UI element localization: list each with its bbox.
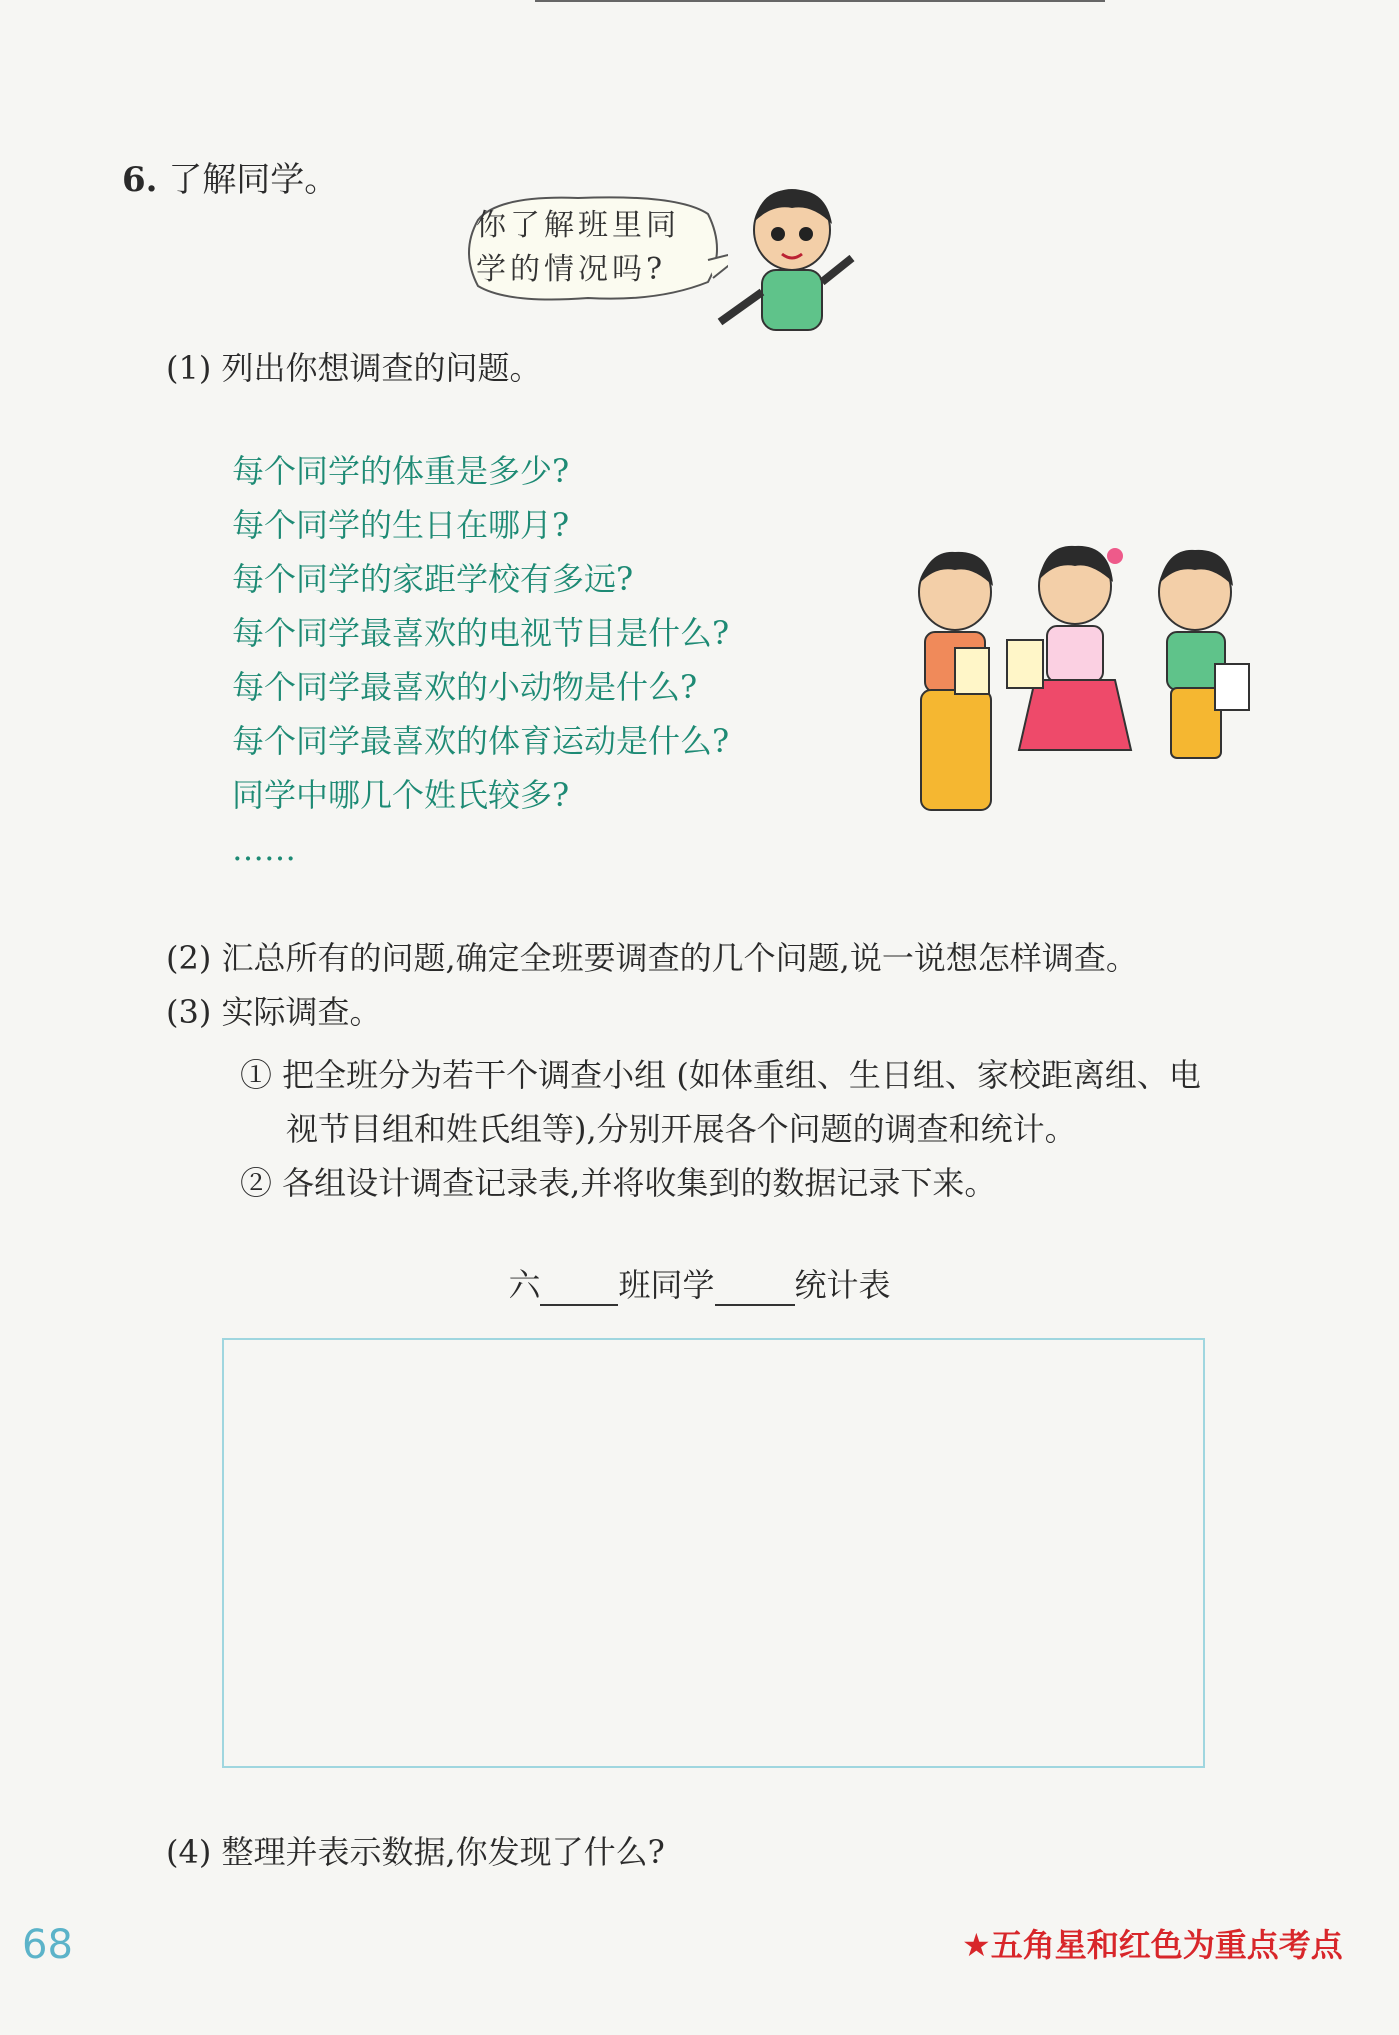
list-item: 每个同学最喜欢的小动物是什么? (232, 668, 698, 706)
boy-pointing-illustration-icon (712, 182, 872, 352)
topic-blank[interactable] (715, 1274, 795, 1306)
speech-bubble (458, 190, 728, 308)
table-title-prefix: 六 (508, 1266, 541, 1304)
page-number: 68 (22, 1922, 73, 1968)
part2-label: (2) (166, 939, 212, 977)
three-children-illustration-icon (895, 540, 1255, 840)
part4-label: (4) (166, 1833, 212, 1871)
record-table-area[interactable] (222, 1338, 1205, 1768)
list-item: 每个同学的生日在哪月? (232, 506, 570, 544)
question-number: 6. (122, 160, 158, 200)
list-item: 每个同学的家距学校有多远? (232, 560, 634, 598)
part1-label: (1) (166, 349, 212, 387)
part1-text: 列出你想调查的问题。 (221, 349, 542, 387)
part3-step2: ② 各组设计调查记录表,并将收集到的数据记录下来。 (240, 1164, 997, 1202)
table-title-middle: 班同学 (618, 1266, 715, 1304)
part3-text: 实际调查。 (221, 993, 382, 1031)
part3-step1-line2: 视节目组和姓氏组等),分别开展各个问题的调查和统计。 (286, 1110, 1077, 1148)
table-title-suffix: 统计表 (794, 1266, 891, 1304)
top-rule (535, 0, 1105, 2)
part3-step1-line1: ① 把全班分为若干个调查小组 (如体重组、生日组、家校距离组、电 (240, 1056, 1201, 1094)
class-blank[interactable] (540, 1274, 618, 1306)
part4 (166, 1832, 665, 1872)
bubble-line-1: 你了解班里同 (476, 208, 680, 243)
part3-label: (3) (166, 993, 212, 1031)
part2-text: 汇总所有的问题,确定全班要调查的几个问题,说一说想怎样调查。 (221, 939, 1138, 977)
bubble-line-2: 学的情况吗? (476, 252, 667, 287)
list-item: 同学中哪几个姓氏较多? (232, 776, 570, 814)
part3 (166, 992, 382, 1032)
question-title-text: 了解同学。 (168, 160, 339, 200)
question-title (122, 152, 338, 201)
key-point-note: ★五角星和红色为重点考点 (962, 1926, 1343, 1964)
list-item: 每个同学的体重是多少? (232, 452, 570, 490)
part1 (166, 348, 542, 388)
sample-question-list (232, 444, 729, 876)
part4-text: 整理并表示数据,你发现了什么? (221, 1833, 665, 1871)
list-item: …… (232, 830, 296, 868)
list-item: 每个同学最喜欢的电视节目是什么? (232, 614, 730, 652)
part2 (166, 938, 1138, 978)
list-item: 每个同学最喜欢的体育运动是什么? (232, 722, 730, 760)
table-title (0, 1260, 1399, 1306)
